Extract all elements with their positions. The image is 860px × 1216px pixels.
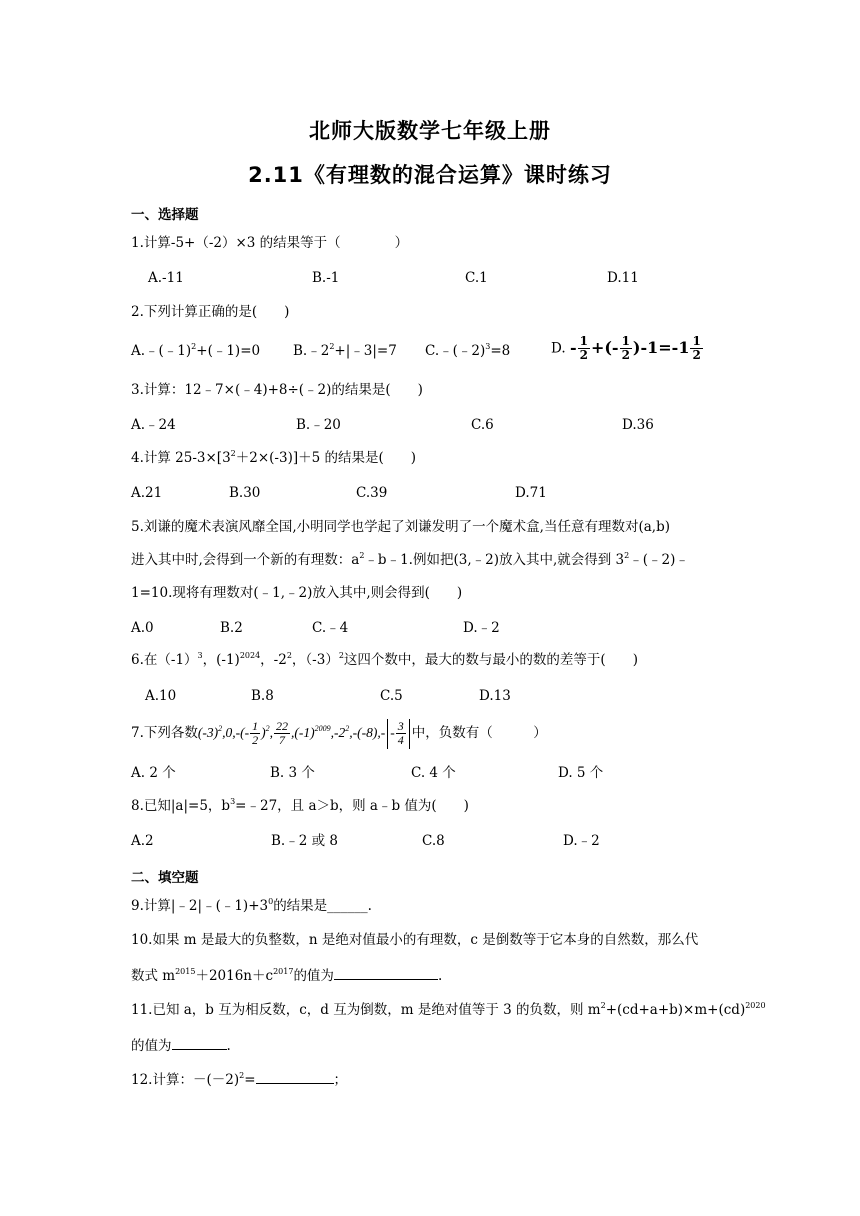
q7-option-b: B. 3 个 bbox=[270, 765, 315, 781]
question-11-line-2: 的值为 . bbox=[131, 1035, 231, 1055]
q11-answer-blank[interactable] bbox=[172, 1035, 227, 1050]
section-heading-choice: 一、选择题 bbox=[131, 207, 199, 223]
question-1: 1.计算-5+（-2）×3 的结果等于（ ） bbox=[131, 235, 409, 251]
question-10-line-2: 数式 $m^{2015}+2016n+c^{2017}$的值为 . bbox=[131, 967, 443, 984]
q6-option-a: A.10 bbox=[145, 688, 177, 704]
q4-option-d: D.71 bbox=[515, 485, 547, 501]
question-5-line-3: 1=10.现将有理数对(﹣1,﹣2)放入其中,则会得到( ) bbox=[131, 585, 463, 601]
question-8: 8.已知|a|=5，$b^3=﹣27$，且 a＞b，则 a﹣b 值为( ) bbox=[131, 797, 469, 814]
q10-answer-blank[interactable] bbox=[334, 965, 438, 980]
q7-option-a: A. 2 个 bbox=[131, 765, 176, 781]
q6-option-d: D.13 bbox=[479, 688, 511, 704]
question-7: 7.下列各数$(-3)^2,0,-(-$ $\frac{1}{2}$ )$^2$, $\frac{22}{7}$ $,(-1)^{2009},-2^2,-(-8),-$ - $\frac{3}{4}$ 中，负数有（ ） bbox=[131, 719, 547, 748]
question-11-line-1: 11.已知 a，b 互为相反数，c，d 互为倒数，m 是绝对值等于 3 的负数，则 $m^2+(cd+a+b)\times m+(cd)^{2020}$ bbox=[131, 1001, 766, 1018]
q7-option-c: C. 4 个 bbox=[411, 765, 456, 781]
q2-option-d-expression: - $\frac{1}{2}$ +(- $\frac{1}{2}$ )-1=-1 $\frac{1}{2}$ bbox=[569, 334, 701, 362]
question-10-line-1: 10.如果 m 是最大的负整数，n 是绝对值最小的有理数，c 是倒数等于它本身的自然数，那么代 bbox=[131, 932, 699, 948]
q5-option-d: D.﹣2 bbox=[463, 620, 500, 636]
q6-option-c: C.5 bbox=[380, 688, 403, 704]
q5-option-a: A.0 bbox=[131, 620, 154, 636]
q6-option-b: B.8 bbox=[251, 688, 274, 704]
question-2: 2.下列计算正确的是( ) bbox=[131, 304, 290, 320]
q2-option-a: A.﹣(﹣1)$^2$+(﹣1)=0 bbox=[131, 342, 261, 359]
q12-answer-blank[interactable] bbox=[256, 1069, 334, 1084]
q5-option-b: B.2 bbox=[220, 620, 243, 636]
q4-option-a: A.21 bbox=[131, 485, 163, 501]
question-3: 3.计算：12﹣7×(﹣4)+8÷(﹣2)的结果是( ) bbox=[131, 382, 423, 398]
q1-option-b: B.-1 bbox=[312, 270, 340, 286]
section-heading-fill-in: 二、填空题 bbox=[131, 870, 199, 886]
question-9: 9.计算$|﹣2|﹣(﹣1)+3^0$的结果是______. bbox=[131, 897, 372, 914]
question-4: 4.计算 $25-3\times[3^2+2\times(-3)]+5$ 的结果是( ) bbox=[131, 449, 417, 466]
q8-option-d: D.﹣2 bbox=[563, 833, 600, 849]
document-title: 北师大版数学七年级上册 bbox=[309, 119, 551, 143]
document-subtitle: 2.11《有理数的混合运算》课时练习 bbox=[248, 163, 612, 187]
q2-option-c: C.﹣(﹣2)$^3$=8 bbox=[425, 342, 511, 359]
q4-option-b: B.30 bbox=[229, 485, 261, 501]
q2-option-d: D. - $\frac{1}{2}$ +(- $\frac{1}{2}$ )-1=-1 $\frac{1}{2}$ bbox=[551, 335, 704, 362]
q8-option-c: C.8 bbox=[422, 833, 445, 849]
q4-option-c: C.39 bbox=[356, 485, 388, 501]
q5-option-c: C.﹣4 bbox=[312, 620, 349, 636]
question-5-line-1: 5.刘谦的魔术表演风靡全国,小明同学也学起了刘谦发明了一个魔术盒,当任意有理数对(a,b) bbox=[131, 519, 670, 535]
q3-option-a: A.﹣24 bbox=[131, 417, 176, 433]
q3-option-c: C.6 bbox=[471, 417, 494, 433]
question-5-line-2: 进入其中时,会得到一个新的有理数：$a^2﹣b﹣1$.例如把(3,﹣2)放入其中,就会得到 $3^2﹣(﹣2)﹣$ bbox=[131, 551, 689, 568]
q1-option-d: D.11 bbox=[607, 270, 639, 286]
q1-option-c: C.1 bbox=[465, 270, 488, 286]
q3-option-d: D.36 bbox=[622, 417, 654, 433]
q8-option-b: B.﹣2 或 8 bbox=[271, 833, 338, 849]
q8-option-a: A.2 bbox=[131, 833, 154, 849]
q7-option-d: D. 5 个 bbox=[558, 765, 604, 781]
q1-option-a: A.-11 bbox=[148, 270, 184, 286]
q3-option-b: B.﹣20 bbox=[296, 417, 341, 433]
question-12: 12.计算：$-(-2)^2=$ ； bbox=[131, 1071, 347, 1088]
q2-option-b: $B.﹣2^2+|﹣3|=7$ bbox=[293, 342, 397, 359]
question-6: 6.在$(-1)^3$，$(-1)^{2024}$，$-2^2$，$(-3)^2$这四个数中，最大的数与最小的数的差等于( ) bbox=[131, 651, 638, 668]
q7-number-list: $(-3)^2,0,-(-$ $\frac{1}{2}$ )$^2$, $\frac{22}{7}$ $,(-1)^{2009},-2^2,-(-8),-$ - $\frac{3}{4}$ bbox=[198, 725, 412, 740]
